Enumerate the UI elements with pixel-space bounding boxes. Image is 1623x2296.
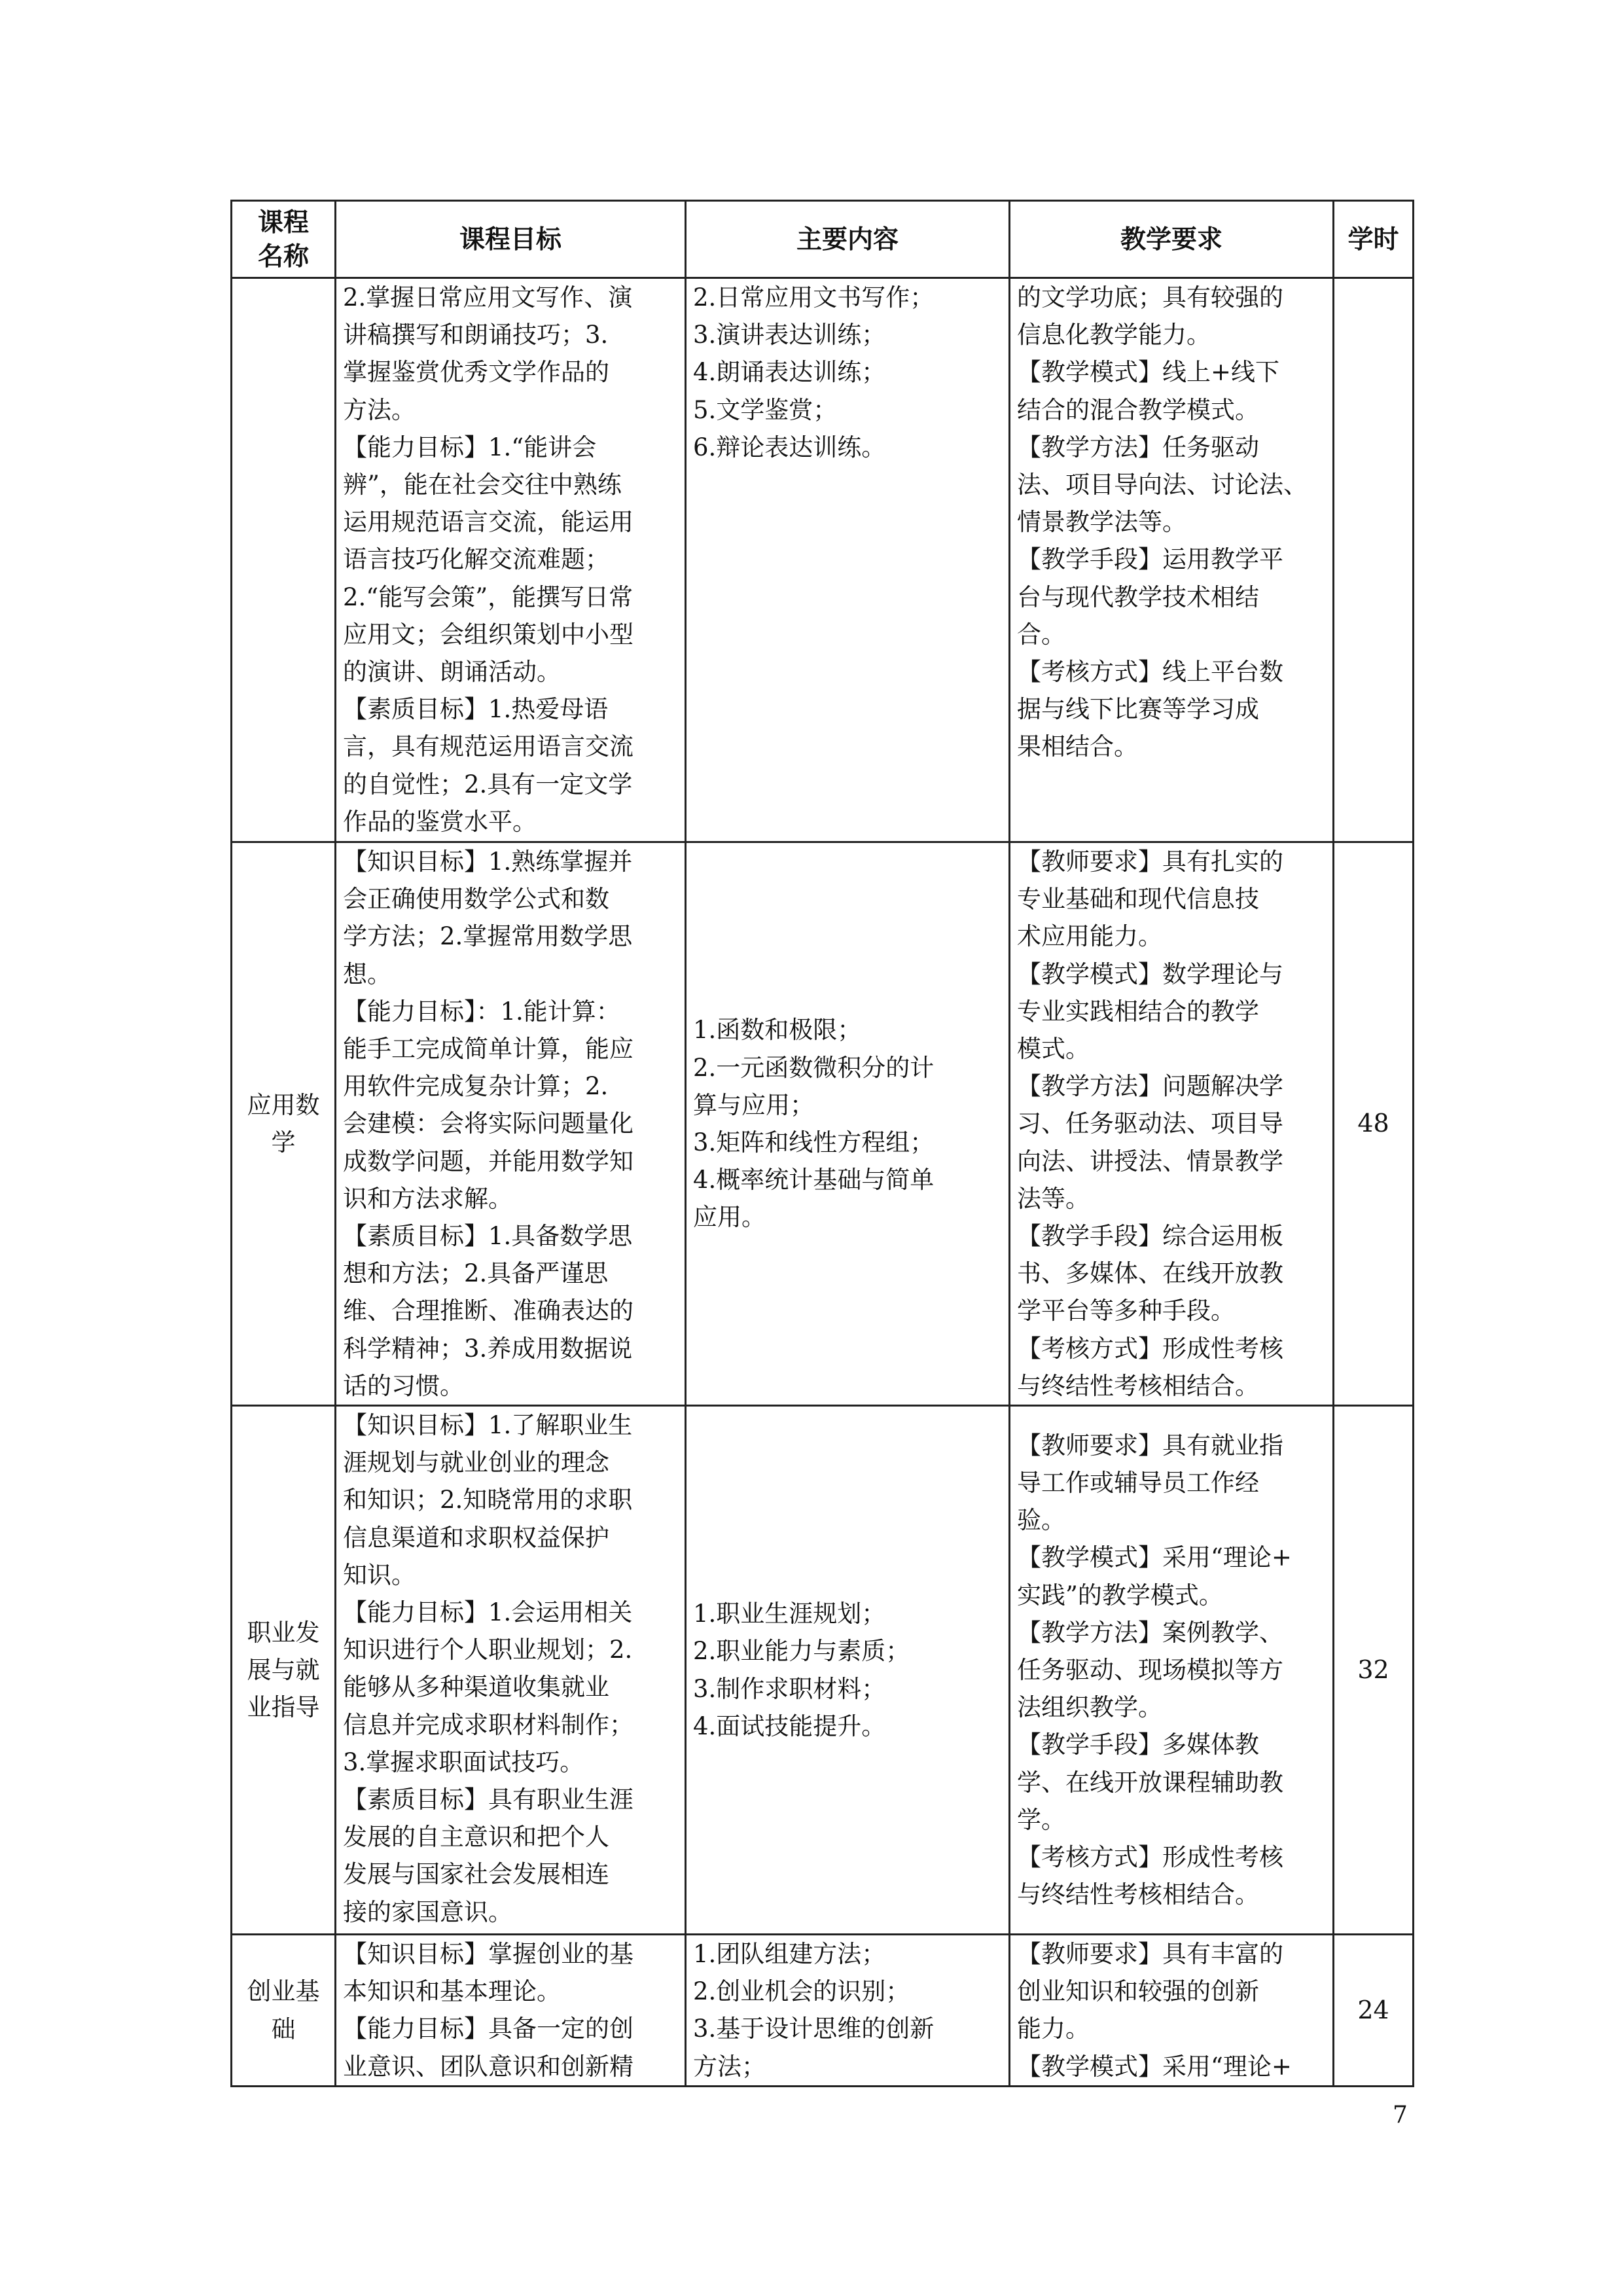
course-objectives-cell-line: 的自觉性；2.具有一定文学 [343, 770, 633, 798]
main-content-cell-line: 5.文学鉴赏； [693, 395, 838, 424]
row-continued-course [232, 278, 1414, 842]
teaching-requirements-cell-line: 合。 [1017, 620, 1065, 649]
teaching-requirements-cell-line: 法组织教学。 [1017, 1693, 1162, 1722]
teaching-requirements-cell-line: 【教学模式】数学理论与 [1017, 960, 1283, 988]
course-objectives-cell-line: 【素质目标】具有职业生涯 [343, 1785, 633, 1814]
course-name-cell-line: 学 [271, 1128, 296, 1157]
course-objectives-cell-line: 涯规划与就业创业的理念 [343, 1448, 609, 1477]
course-name-cell-line: 业指导 [247, 1693, 320, 1722]
course-objectives-cell-line: 用软件完成复杂计算；2. [343, 1072, 609, 1101]
course-objectives-cell-line: 【能力目标】1.“能讲会 [343, 433, 597, 461]
course-objectives-cell-line: 【能力目标】：1.能计算： [343, 997, 620, 1026]
course-objectives-cell-line: 知识进行个人职业规划；2. [343, 1636, 633, 1664]
course-objectives-cell-line: 发展的自主意识和把个人 [343, 1823, 609, 1852]
header-course-name: 课程 名称 [232, 201, 336, 278]
teaching-requirements-cell-line: 学平台等多种手段。 [1017, 1297, 1235, 1325]
course-objectives-cell-line: 【知识目标】1.了解职业生 [343, 1411, 633, 1440]
course-objectives-cell-line: 应用文；会组织策划中小型 [343, 620, 633, 649]
course-objectives-cell-line: 【素质目标】1.具备数学思 [343, 1222, 633, 1251]
teaching-requirements-cell-line: 【教师要求】具有就业指 [1017, 1431, 1283, 1460]
course-objectives-cell-line: 接的家国意识。 [343, 1897, 512, 1926]
table-header-row [232, 201, 1414, 278]
teaching-requirements-cell-line: 【考核方式】线上平台数 [1017, 658, 1283, 687]
teaching-requirements-cell-line: 与终结性考核相结合。 [1017, 1880, 1259, 1909]
main-content-cell-line: 2.日常应用文书写作； [693, 283, 935, 312]
course-name-cell [232, 278, 336, 842]
course-name-cell [232, 1935, 336, 2087]
teaching-requirements-cell [1010, 1406, 1334, 1935]
teaching-requirements-cell-line: 学。 [1017, 1805, 1065, 1834]
page-number: 7 [1393, 2102, 1408, 2128]
course-objectives-cell-line: 【素质目标】1.热爱母语 [343, 695, 609, 724]
course-objectives-cell-line: 学方法；2.掌握常用数学思 [343, 922, 633, 951]
course-objectives-cell-line: 想和方法；2.具备严谨思 [343, 1259, 609, 1288]
course-objectives-cell-line: 运用规范语言交流，能运用 [343, 508, 633, 537]
teaching-requirements-cell-line: 【考核方式】形成性考核 [1017, 1334, 1283, 1363]
course-objectives-cell-line: 会正确使用数学公式和数 [343, 885, 609, 914]
course-objectives-cell-line: 识和方法求解。 [343, 1184, 512, 1213]
course-objectives-cell-line: 成数学问题，并能用数学知 [343, 1147, 633, 1175]
teaching-requirements-cell-line: 专业基础和现代信息技 [1017, 885, 1259, 914]
main-content-cell-line: 2.一元函数微积分的计 [693, 1053, 935, 1082]
teaching-requirements-cell-line: 【教学方法】任务驱动 [1017, 433, 1259, 461]
header-hours: 学时 [1334, 201, 1414, 278]
course-objectives-cell-line: 方法。 [343, 395, 416, 424]
course-table [230, 200, 1414, 2087]
teaching-requirements-cell-line: 与终结性考核相结合。 [1017, 1371, 1259, 1400]
hours-cell: 48 [1334, 842, 1414, 1406]
teaching-requirements-cell-line: 向法、讲授法、情景教学 [1017, 1147, 1283, 1175]
main-content-cell-line: 2.创业机会的识别； [693, 1977, 910, 2006]
teaching-requirements-cell-line: 术应用能力。 [1017, 922, 1162, 951]
row-applied-math [232, 842, 1414, 1406]
course-objectives-cell-line: 能手工完成简单计算，能应 [343, 1035, 633, 1064]
main-content-cell-line: 应用。 [693, 1203, 766, 1232]
course-objectives-cell-line: 辨”，能在社会交往中熟练 [343, 471, 622, 499]
main-content-cell [686, 842, 1010, 1406]
course-name-cell-line: 础 [271, 2015, 296, 2043]
course-name-cell-line: 创业基 [247, 1977, 320, 2006]
main-content-cell-line: 方法； [693, 2052, 766, 2081]
teaching-requirements-cell-line: 据与线下比赛等学习成 [1017, 695, 1259, 724]
teaching-requirements-cell-line: 模式。 [1017, 1035, 1090, 1064]
course-objectives-cell-line: 言，具有规范运用语言交流 [343, 732, 633, 761]
teaching-requirements-cell-line: 【考核方式】形成性考核 [1017, 1842, 1283, 1871]
teaching-requirements-cell-line: 【教学手段】综合运用板 [1017, 1222, 1283, 1251]
course-objectives-cell-line: 发展与国家社会发展相连 [343, 1860, 609, 1889]
teaching-requirements-cell-line: 创业知识和较强的创新 [1017, 1977, 1259, 2006]
main-content-cell-line: 4.面试技能提升。 [693, 1712, 886, 1740]
main-content-cell-line: 2.职业能力与素质； [693, 1637, 910, 1666]
course-objectives-cell [336, 842, 686, 1406]
course-objectives-cell [336, 278, 686, 842]
teaching-requirements-cell-line: 法等。 [1017, 1184, 1090, 1213]
main-content-cell-line: 6.辩论表达训练。 [693, 433, 886, 461]
course-objectives-cell-line: 3.掌握求职面试技巧。 [343, 1748, 584, 1776]
course-name-cell [232, 1406, 336, 1935]
course-objectives-cell-line: 作品的鉴赏水平。 [343, 807, 537, 836]
header-course-objectives: 课程目标 [336, 201, 686, 278]
course-objectives-cell-line: 2.掌握日常应用文写作、演 [343, 283, 633, 312]
course-objectives-cell-line: 【能力目标】1.会运用相关 [343, 1598, 633, 1627]
teaching-requirements-cell-line: 验。 [1017, 1506, 1065, 1535]
main-content-cell-line: 3.基于设计思维的创新 [693, 2015, 935, 2043]
main-content-cell-line: 4.概率统计基础与简单 [693, 1166, 935, 1194]
course-objectives-cell [336, 1935, 686, 2087]
course-objectives-cell-line: 业意识、团队意识和创新精 [343, 2052, 633, 2081]
course-name-cell-line: 应用数 [247, 1090, 320, 1119]
course-objectives-cell-line: 掌握鉴赏优秀文学作品的 [343, 358, 609, 387]
teaching-requirements-cell-line: 书、多媒体、在线开放教 [1017, 1259, 1283, 1288]
course-objectives-cell-line: 【知识目标】掌握创业的基 [343, 1940, 633, 1969]
teaching-requirements-cell-line: 能力。 [1017, 2015, 1090, 2043]
hours-cell: 32 [1334, 1406, 1414, 1935]
course-objectives-cell-line: 话的习惯。 [343, 1371, 464, 1400]
teaching-requirements-cell [1010, 842, 1334, 1406]
course-name-cell [232, 842, 336, 1406]
course-objectives-cell-line: 知识。 [343, 1560, 416, 1589]
course-objectives-cell-line: 和知识；2.知晓常用的求职 [343, 1486, 633, 1515]
teaching-requirements-cell-line: 的文学功底；具有较强的 [1017, 283, 1283, 312]
main-content-cell-line: 1.职业生涯规划； [693, 1600, 886, 1628]
teaching-requirements-cell-line: 导工作或辅导员工作经 [1017, 1468, 1259, 1497]
main-content-cell [686, 278, 1010, 842]
main-content-cell [686, 1935, 1010, 2087]
course-objectives-cell-line: 信息并完成求职材料制作； [343, 1710, 633, 1739]
main-content-cell-line: 1.团队组建方法； [693, 1940, 886, 1969]
teaching-requirements-cell-line: 习、任务驱动法、项目导 [1017, 1109, 1283, 1138]
teaching-requirements-cell-line: 【教师要求】具有丰富的 [1017, 1940, 1283, 1969]
teaching-requirements-cell [1010, 1935, 1334, 2087]
teaching-requirements-cell [1010, 278, 1334, 842]
course-objectives-cell-line: 【知识目标】1.熟练掌握并 [343, 848, 633, 876]
teaching-requirements-cell-line: 结合的混合教学模式。 [1017, 395, 1259, 424]
teaching-requirements-cell-line: 【教学方法】案例教学、 [1017, 1618, 1283, 1647]
course-objectives-cell-line: 本知识和基本理论。 [343, 1977, 561, 2006]
teaching-requirements-cell-line: 信息化教学能力。 [1017, 321, 1211, 350]
course-objectives-cell-line: 信息渠道和求职权益保护 [343, 1523, 609, 1552]
teaching-requirements-cell-line: 专业实践相结合的教学 [1017, 997, 1259, 1026]
course-objectives-cell-line: 2.“能写会策”，能撰写日常 [343, 583, 633, 611]
teaching-requirements-cell-line: 学、在线开放课程辅助教 [1017, 1768, 1283, 1797]
main-content-cell-line: 1.函数和极限； [693, 1016, 862, 1045]
course-objectives-cell-line: 能够从多种渠道收集就业 [343, 1673, 609, 1702]
main-content-cell [686, 1406, 1010, 1935]
header-teaching-requirements: 教学要求 [1010, 201, 1334, 278]
course-name-cell-line: 职业发 [247, 1618, 320, 1647]
teaching-requirements-cell-line: 【教学模式】线上+线下 [1017, 358, 1280, 387]
teaching-requirements-cell-line: 【教学手段】运用教学平 [1017, 545, 1283, 574]
teaching-requirements-cell-line: 【教师要求】具有扎实的 [1017, 848, 1283, 876]
teaching-requirements-cell-line: 【教学模式】采用“理论+ [1017, 2052, 1292, 2081]
header-main-content: 主要内容 [686, 201, 1010, 278]
teaching-requirements-cell-line: 果相结合。 [1017, 732, 1138, 761]
course-objectives-cell-line: 维、合理推断、准确表达的 [343, 1297, 633, 1325]
course-objectives-cell-line: 的演讲、朗诵活动。 [343, 658, 561, 687]
teaching-requirements-cell-line: 【教学方法】问题解决学 [1017, 1072, 1283, 1101]
course-objectives-cell-line: 想。 [343, 960, 391, 988]
main-content-cell-line: 3.演讲表达训练； [693, 321, 886, 350]
main-content-cell-line: 3.矩阵和线性方程组； [693, 1128, 935, 1157]
course-objectives-cell-line: 讲稿撰写和朗诵技巧；3. [343, 321, 609, 350]
teaching-requirements-cell-line: 法、项目导向法、讨论法、 [1017, 471, 1308, 499]
course-objectives-cell-line: 会建模：会将实际问题量化 [343, 1109, 633, 1138]
course-objectives-cell [336, 1406, 686, 1935]
main-content-cell-line: 3.制作求职材料； [693, 1674, 886, 1703]
row-entrepreneurship-basics [232, 1935, 1414, 2087]
main-content-cell-line: 4.朗诵表达训练； [693, 358, 886, 387]
row-career-development [232, 1406, 1414, 1935]
teaching-requirements-cell-line: 实践”的教学模式。 [1017, 1581, 1223, 1609]
main-content-cell-line: 算与应用； [693, 1090, 814, 1119]
teaching-requirements-cell-line: 情景教学法等。 [1017, 508, 1186, 537]
hours-cell [1334, 278, 1414, 842]
teaching-requirements-cell-line: 【教学模式】采用“理论+ [1017, 1543, 1292, 1572]
course-objectives-cell-line: 语言技巧化解交流难题； [343, 545, 609, 574]
course-objectives-cell-line: 【能力目标】具备一定的创 [343, 2015, 633, 2043]
teaching-requirements-cell-line: 台与现代教学技术相结 [1017, 583, 1259, 611]
teaching-requirements-cell-line: 【教学手段】多媒体教 [1017, 1731, 1259, 1759]
hours-cell: 24 [1334, 1935, 1414, 2087]
teaching-requirements-cell-line: 任务驱动、现场模拟等方 [1017, 1655, 1283, 1684]
course-objectives-cell-line: 科学精神；3.养成用数据说 [343, 1334, 633, 1363]
course-name-cell-line: 展与就 [247, 1655, 320, 1684]
